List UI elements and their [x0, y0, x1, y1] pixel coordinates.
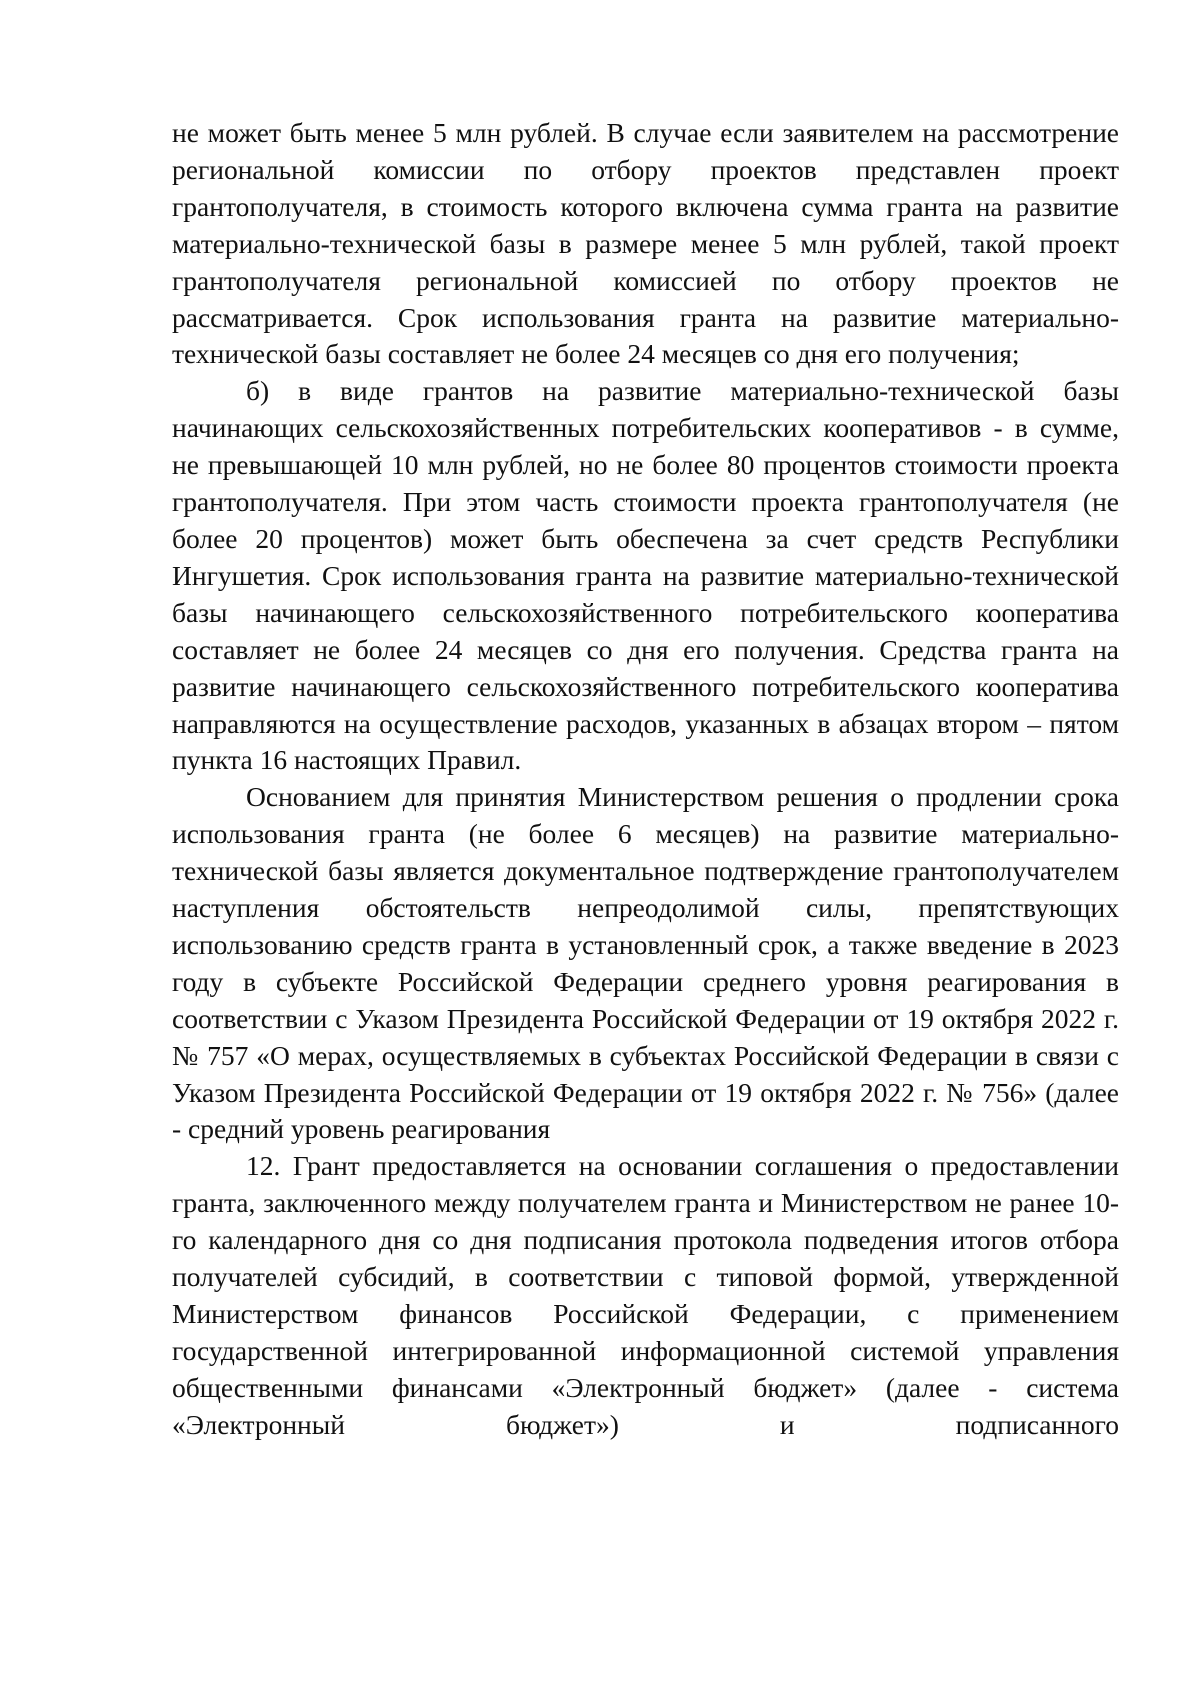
paragraph-item-12: 12. Грант предоставляется на основании соглашения о предоставлении гранта, заключенного между получателем гранта и Министерством не ранее 10-го календарного дня со дня подписания протокола подведения итогов отбора получателей субсидий, в соответствии с типовой формой, утвержденной Министерством финансов Российской Федерации, с применением государственной интегрированной информационной системой управления общественными финансами «Электронный бюджет» (далее - система «Электронный бюджет») и подписанного — [172, 1150, 1119, 1440]
paragraph-grant-minimum: не может быть менее 5 млн рублей. В случае если заявителем на рассмотрение региональной комиссии по отбору проектов представлен проект грантополучателя, в стоимость которого включена сумма гранта на развитие материально-технической базы в размере менее 5 млн рублей, такой проект грантополучателя региональной комиссией по отбору проектов не рассматривается. Срок использования гранта на развитие материально-технической базы составляет не более 24 месяцев со дня его получения; — [172, 117, 1119, 370]
paragraph-extension-basis: Основанием для принятия Министерством решения о продлении срока использования гранта (не более 6 месяцев) на развитие материально-технической базы является документальное подтверждение грантополучателем наступления обстоятельств непреодолимой силы, препятствующих использованию средств гранта в установленный срок, а также введение в 2023 году в субъекте Российской Федерации среднего уровня реагирования в соответствии с Указом Президента Российской Федерации от 19 октября 2022 г. № 757 «О мерах, осуществляемых в субъектах Российской Федерации в связи с Указом Президента Российской Федерации от 19 октября 2022 г. № 756» (далее - средний уровень реагирования — [172, 781, 1119, 1145]
paragraph-item-b: б) в виде грантов на развитие материально-технической базы начинающих сельскохозяйственных потребительских кооперативов - в сумме, не превышающей 10 млн рублей, но не более 80 процентов стоимости проекта грантополучателя. При этом часть стоимости проекта грантополучателя (не более 20 процентов) может быть обеспечена за счет средств Республики Ингушетия. Срок использования гранта на развитие материально-технической базы начинающего сельскохозяйственного потребительского кооператива составляет не более 24 месяцев со дня его получения. Средства гранта на развитие начинающего сельскохозяйственного потребительского кооператива направляются на осуществление расходов, указанных в абзацах втором – пятом пункта 16 настоящих Правил. — [172, 375, 1119, 776]
document-body — [172, 115, 1119, 1444]
